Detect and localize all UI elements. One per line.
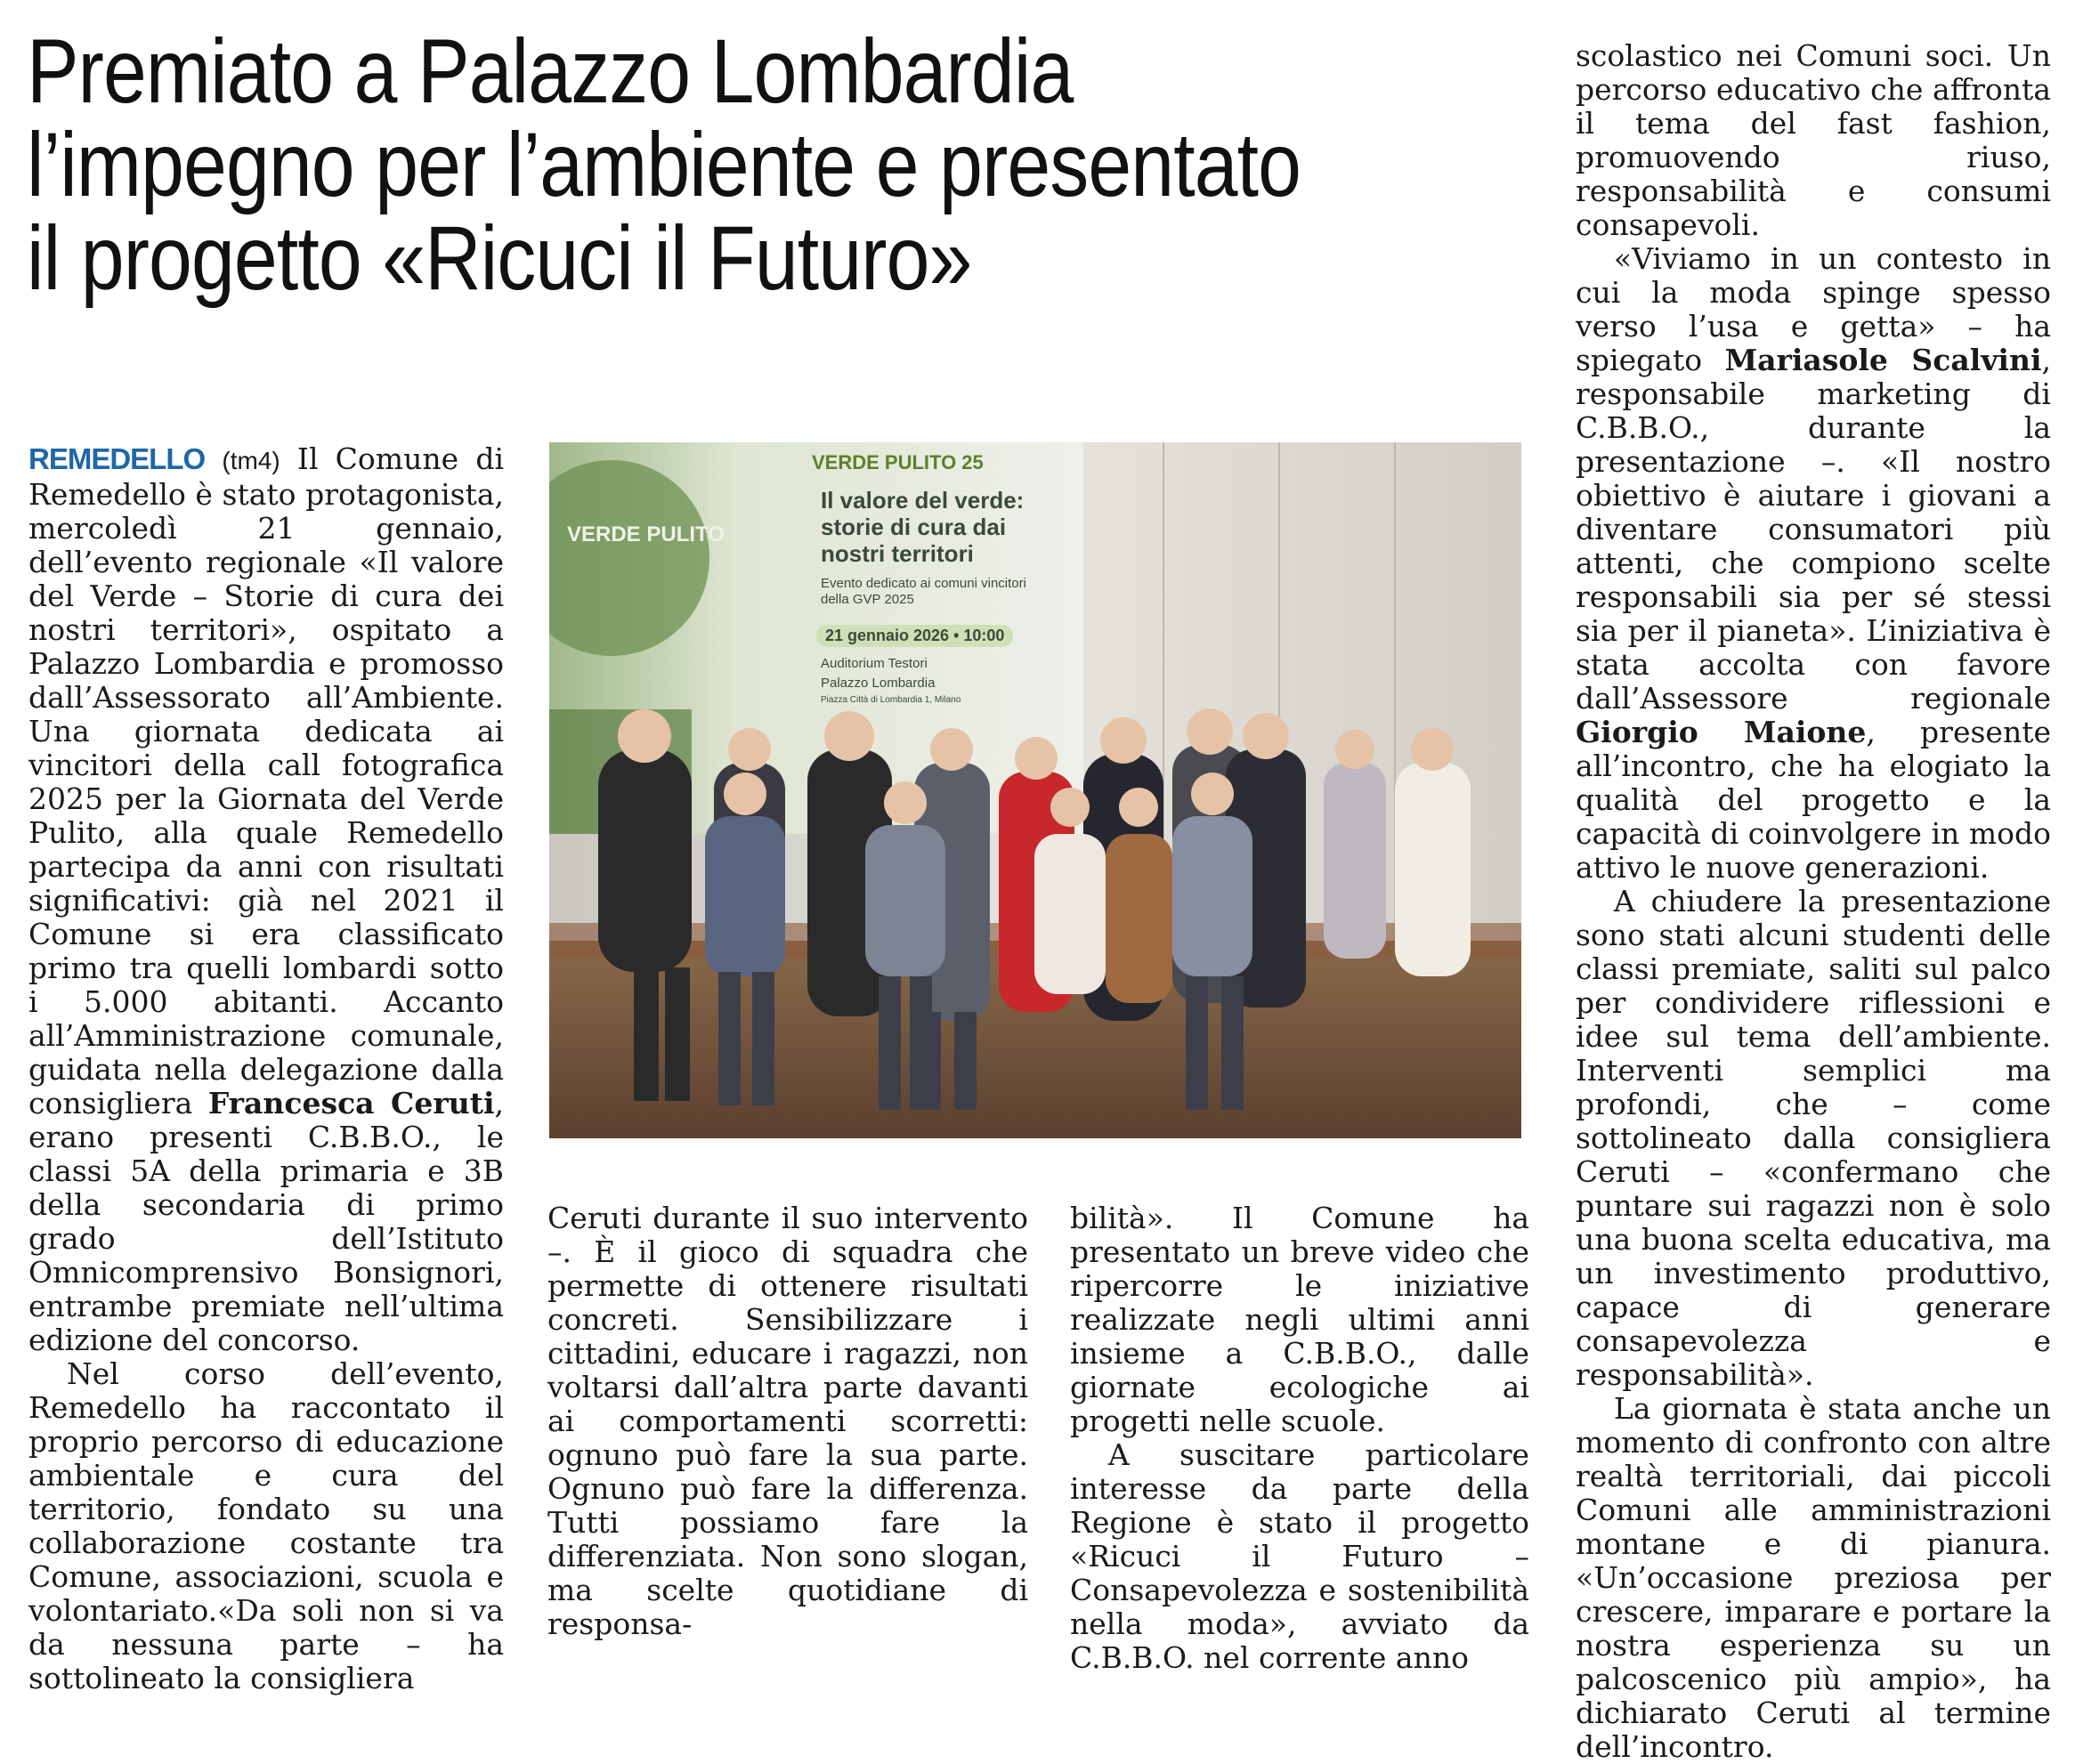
article-column-2 [547,1202,1028,1641]
dateline: REMEDELLO [28,442,206,475]
article-column-1 [28,442,504,1695]
shirt-print: VERDE PULITO [567,522,725,546]
paragraph: La giornata è stata anche un momento di confronto con altre realtà territoriali, dai piccoli Comuni alle amministrazioni montane e di pianura. «Un’occasione preziosa per crescere, imparare e portare la nostra esperienza su un palcoscenico più ampio», ha dichiarato Ceruti al termine dell’incontro. [1576,1391,2051,1764]
slide-logo: VERDE PULITO 25 [812,451,984,473]
slide-place: Palazzo Lombardia [821,676,936,691]
paragraph-quote [1576,242,2051,885]
article-column-3 [1070,1202,1529,1675]
paragraph: bilità». Il Comune ha presentato un breve video che ripercorre le iniziative realizzate negli ultimi anni insieme a C.B.B.O., dalle giornate ecologiche ai progetti nelle scuole. [1070,1201,1529,1438]
headline-line-2: l’impegno per l’ambiente e presentato [27,114,1301,215]
quote-text: «Viviamo in un contesto in cui la moda spinge spesso verso l’usa e getta» – ha spiegato [1576,241,2051,377]
slide-date: 21 gennaio 2026 • 10:00 [816,625,1013,647]
person-name: Mariasole Scalvini [1724,343,2042,377]
slide-subtitle: Evento dedicato ai comuni vincitori della GVP 2025 [821,576,1026,607]
person-name: Giorgio Maione [1576,715,1867,749]
person-name: Francesca Ceruti [207,1086,495,1121]
paragraph: Ceruti durante il suo intervento –. È il gioco di squadra che permette di ottenere risultati concreti. Sensibilizzare i cittadini, educare i ragazzi, non voltarsi dall’altra parte davanti ai comportamenti scorretti: ognuno può fare la sua parte. Ognuno può fare la differenza. Tutti possiamo fare la differenziata. Non sono slogan, ma scelte quotidiane di responsa- [547,1201,1028,1641]
paragraph-lead [28,442,504,1357]
slide-address: Piazza Città di Lombardia 1, Milano [821,695,961,705]
paragraph: Nel corso dell’evento, Remedello ha raccontato il proprio percorso di educazione ambientale e cura del territorio, fondato su una collaborazione costante tra Comune, associazioni, scuola e volontariato.«Da soli non si va da nessuna parte – ha sottolineato la consigliera [28,1356,504,1695]
paragraph: A chiudere la presentazione sono stati alcuni studenti delle classi premiate, saliti sul palco per condividere riflessioni e idee sul tema dell’ambiente. Interventi semplici ma profondi, che – come sottolineato dalla consigliera Ceruti – «confermano che puntare sui ragazzi non è solo una buona scelta educativa, ma un investimento produttivo, capace di generare consapevolezza e responsabilità». [1576,884,2051,1392]
headline-line-3: il progetto «Ricuci il Futuro» [27,207,972,309]
lead-text: Il Comune di Remedello è stato protagonista, mercoledì 21 gennaio, dell’evento regionale «Il valore del Verde – Storie di cura dei nostri territori», ospitato a Palazzo Lombardia e promosso dall’Assessorato all’Ambiente. Una giornata dedicata ai vincitori della call fotografica 2025 per la Giornata del Verde Pulito, alla quale Remedello partecipa da anni con risultati significativi: già nel 2021 il Comune si era classificato primo tra quelli lombardi sotto i 5.000 abitanti. Accanto all’Amministrazione comunale, guidata nella delegazione dalla consigliera [28,441,504,1121]
paragraph: A suscitare particolare interesse da parte della Regione è stato il progetto «Ricuci il Futuro – Consapevolezza e sostenibilità nella moda», avviato da C.B.B.O. nel corrente anno [1070,1437,1529,1675]
slide-venue: Auditorium Testori [821,656,928,671]
quote-text-cont: , responsabile marketing di C.B.B.O., durante la presentazione –. «Il nostro obiettivo è aiutare i giovani a diventare consumatori più attenti, che compiono scelte responsabili sia per sé stessi sia per il pianeta». L’iniziativa è stata accolta con favore dall’Assessore regionale [1576,343,2051,716]
author-tag: (tm4) [222,447,280,474]
article-photo [549,442,1521,1138]
headline [27,20,1351,309]
slide-title: Il valore del verde: storie di cura dai nostri territori [821,487,1025,567]
lead-text-cont: , erano presenti C.B.B.O., le classi 5A della primaria e 3B della secondaria di primo grado dell’Istituto Omnicomprensivo Bonsignori, entrambe premiate nell’ultima edizione del concorso. [28,1086,504,1357]
article-column-4 [1576,39,2051,1764]
headline-line-1: Premiato a Palazzo Lombardia [27,20,1074,122]
quote-text-end: , presente all’incontro, che ha elogiato la qualità del progetto e la capacità di coinvolgere in modo attivo le nuove generazioni. [1576,715,2051,885]
paragraph: scolastico nei Comuni soci. Un percorso educativo che affronta il tema del fast fashion, promuovendo riuso, responsabilità e consumi consapevoli. [1576,38,2051,242]
